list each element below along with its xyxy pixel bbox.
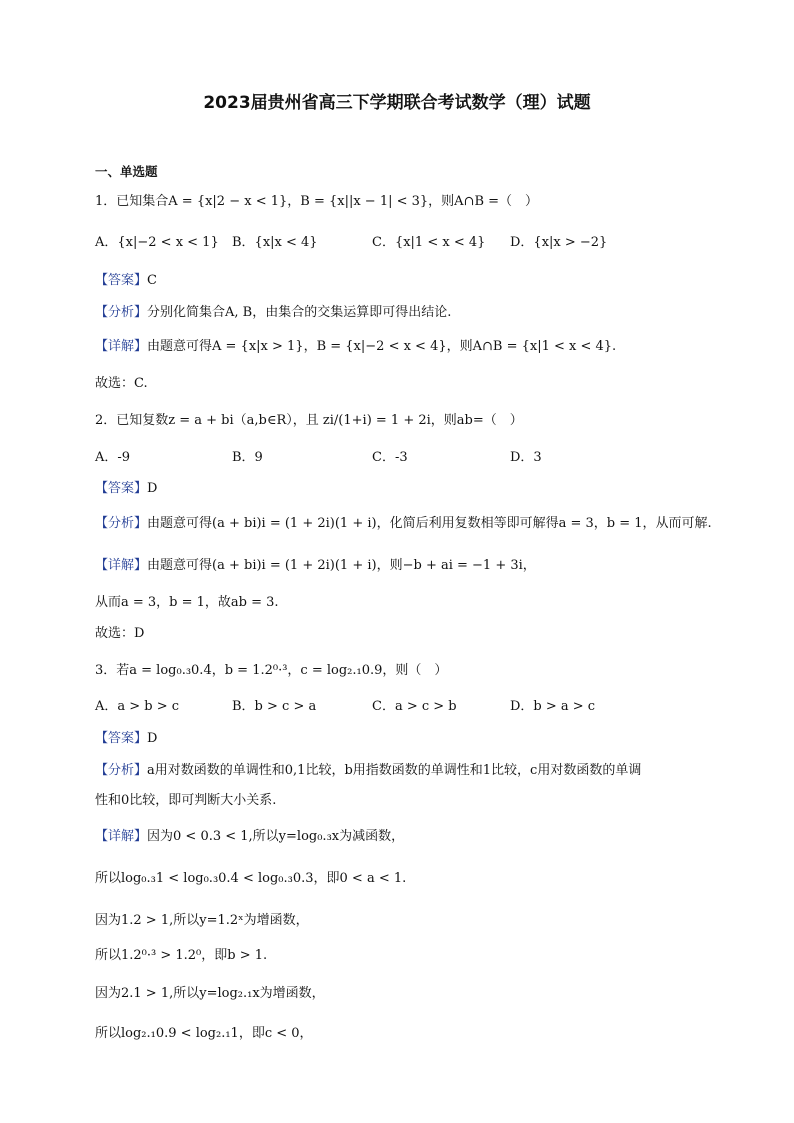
analysis-tag: 【分析】 (95, 516, 148, 531)
answer-tag: 【答案】 (95, 273, 148, 288)
q1-option-d: D．{x|x > −2} (510, 235, 608, 250)
q2-option-b: B．9 (232, 450, 263, 465)
q1-choose: 故选：C. (95, 376, 148, 391)
q3-answer-row (95, 730, 157, 748)
analysis-tag: 【分析】 (95, 305, 148, 320)
q1-detail: 由题意可得A = {x|x > 1}，B = {x|−2 < x < 4}，则A∩B = {x|1 < x < 4}. (147, 339, 617, 354)
q2-analysis: 由题意可得(a + bi)i = (1 + 2i)(1 + i)，化简后利用复数相等即可解得a = 3，b = 1，从而可解. (147, 516, 712, 531)
q2-choose: 故选：D (95, 626, 145, 641)
q2-detail-2: 从而a = 3，b = 1，故ab = 3. (95, 595, 279, 610)
section-heading: 一、单选题 (95, 164, 158, 179)
q2-option-a: A．-9 (95, 450, 131, 465)
q2-option-d: D．3 (510, 450, 542, 465)
q2-option-c: C．-3 (372, 450, 408, 465)
q3-detail-row (95, 828, 404, 846)
q1-analysis: 分别化简集合A, B，由集合的交集运算即可得出结论. (147, 305, 452, 320)
page-title: 2023届贵州省高三下学期联合考试数学（理）试题 (203, 93, 591, 113)
q3-option-d: D．b > a > c (510, 699, 596, 714)
q1-answer-row (95, 272, 157, 290)
q1-option-a: A．{x|−2 < x < 1} (95, 235, 219, 250)
analysis-tag: 【分析】 (95, 763, 148, 778)
q3-detail-line-5: 因为2.1 > 1,所以y=log₂.₁x为增函数， (95, 986, 325, 1001)
q3-analysis-row (95, 762, 641, 780)
q3-detail-line-4: 所以1.2⁰·³ > 1.2⁰，即b > 1. (95, 948, 268, 963)
detail-tag: 【详解】 (95, 558, 148, 573)
q2-analysis-row (95, 515, 712, 533)
q3-option-a: A．a > b > c (95, 699, 180, 714)
detail-tag: 【详解】 (95, 339, 148, 354)
q3-detail-line-3: 因为1.2 > 1,所以y=1.2ˣ为增函数， (95, 913, 309, 928)
q2-detail-row (95, 557, 536, 575)
q1-analysis-row (95, 304, 451, 322)
q3-detail-line-6: 所以log₂.₁0.9 < log₂.₁1，即c < 0， (95, 1026, 313, 1041)
q2-answer: D (147, 481, 158, 496)
answer-tag: 【答案】 (95, 481, 148, 496)
q3-detail-line-2: 所以log₀.₃1 < log₀.₃0.4 < log₀.₃0.3，即0 < a < 1. (95, 871, 407, 886)
q1-option-b: B．{x|x < 4} (232, 235, 318, 250)
q1-option-c: C．{x|1 < x < 4} (372, 235, 486, 250)
q3-answer: D (147, 731, 158, 746)
q3-analysis-2: 性和0比较，即可判断大小关系. (95, 793, 277, 808)
q3-detail: 因为0 < 0.3 < 1,所以y=log₀.₃x为减函数， (147, 829, 405, 844)
answer-tag: 【答案】 (95, 731, 148, 746)
q1-answer: C (147, 273, 157, 288)
question-3-stem: 3．若a = log₀.₃0.4，b = 1.2⁰·³，c = log₂.₁0.9，则（ ） (95, 663, 448, 678)
detail-tag: 【详解】 (95, 829, 148, 844)
q1-detail-row (95, 338, 616, 356)
q3-analysis: a用对数函数的单调性和0,1比较，b用指数函数的单调性和1比较，c用对数函数的单调 (147, 763, 642, 778)
question-2-stem: 2．已知复数z = a + bi（a,b∈R），且 zi/(1+i) = 1 + 2i，则ab=（ ） (95, 413, 523, 428)
q3-option-c: C．a > c > b (372, 699, 457, 714)
q3-option-b: B．b > c > a (232, 699, 317, 714)
q2-answer-row (95, 480, 157, 498)
question-1-stem: 1．已知集合A = {x|2 − x < 1}，B = {x||x − 1| < 3}，则A∩B =（ ） (95, 194, 539, 209)
q2-detail: 由题意可得(a + bi)i = (1 + 2i)(1 + i)，则−b + ai = −1 + 3i， (147, 558, 536, 573)
